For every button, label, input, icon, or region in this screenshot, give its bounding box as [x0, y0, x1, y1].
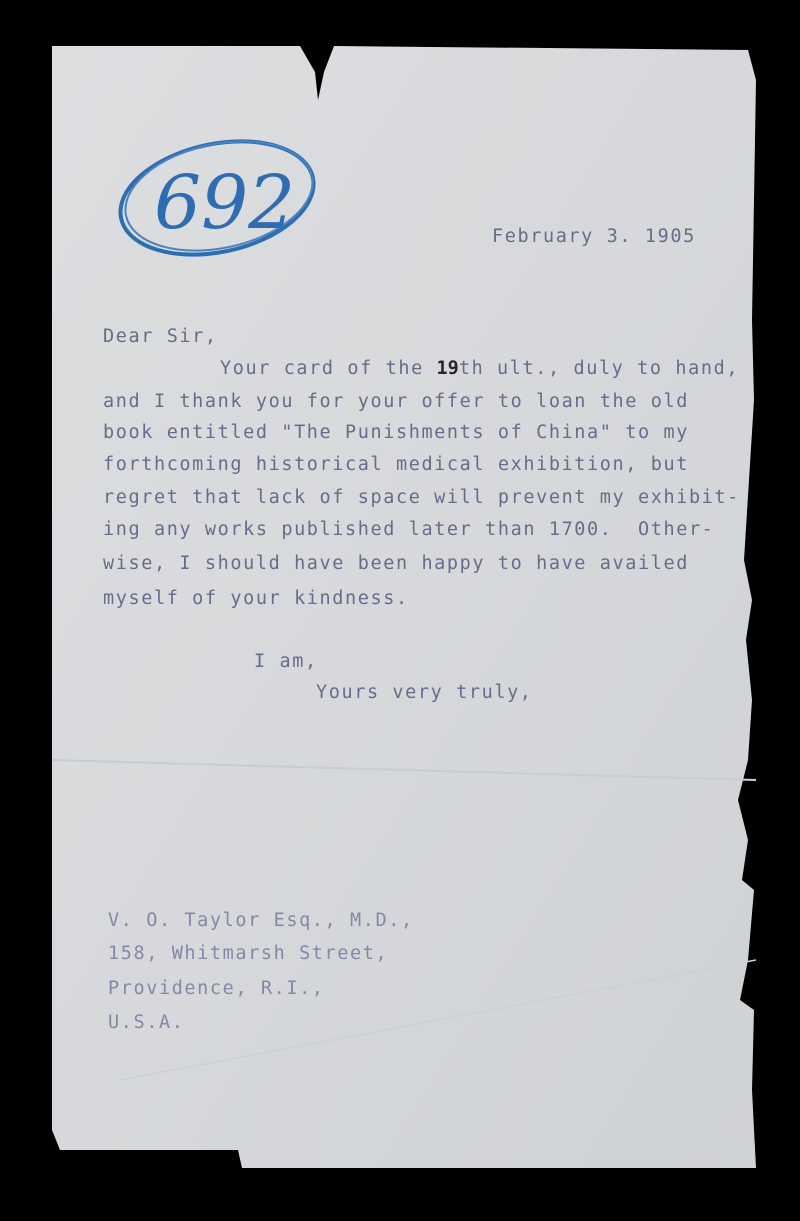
body-line-7: wise, I should have been happy to have availed — [103, 553, 689, 574]
body-line-4: forthcoming historical medical exhibition, but — [103, 454, 689, 475]
body-line-1-date: 19 — [436, 358, 459, 379]
closing-i-am: I am, — [254, 651, 318, 672]
body-line-5: regret that lack of space will prevent my exhibit- — [103, 487, 740, 508]
body-line-2: and I thank you for your offer to loan the old — [103, 391, 689, 412]
body-line-8: myself of your kindness. — [103, 588, 409, 609]
salutation: Dear Sir, — [103, 326, 218, 347]
body-line-1-end: th ult., duly to hand, — [458, 358, 740, 379]
letter-date: February 3. 1905 — [492, 226, 696, 247]
body-line-1-start: Your card of the — [220, 358, 437, 379]
body-line-3: book entitled "The Punishments of China" to my — [103, 422, 689, 443]
address-line-3: Providence, R.I., — [108, 978, 325, 999]
annotation-number: 692 — [154, 160, 296, 246]
closing-yours: Yours very truly, — [316, 682, 533, 703]
address-line-4: U.S.A. — [108, 1012, 185, 1033]
body-line-6: ing any works published later than 1700. Other- — [103, 519, 715, 540]
address-line-1: V. O. Taylor Esq., M.D., — [108, 910, 414, 931]
body-line-1 — [220, 360, 739, 379]
handwritten-number-annotation — [112, 128, 322, 268]
address-line-2: 158, Whitmarsh Street, — [108, 943, 389, 964]
